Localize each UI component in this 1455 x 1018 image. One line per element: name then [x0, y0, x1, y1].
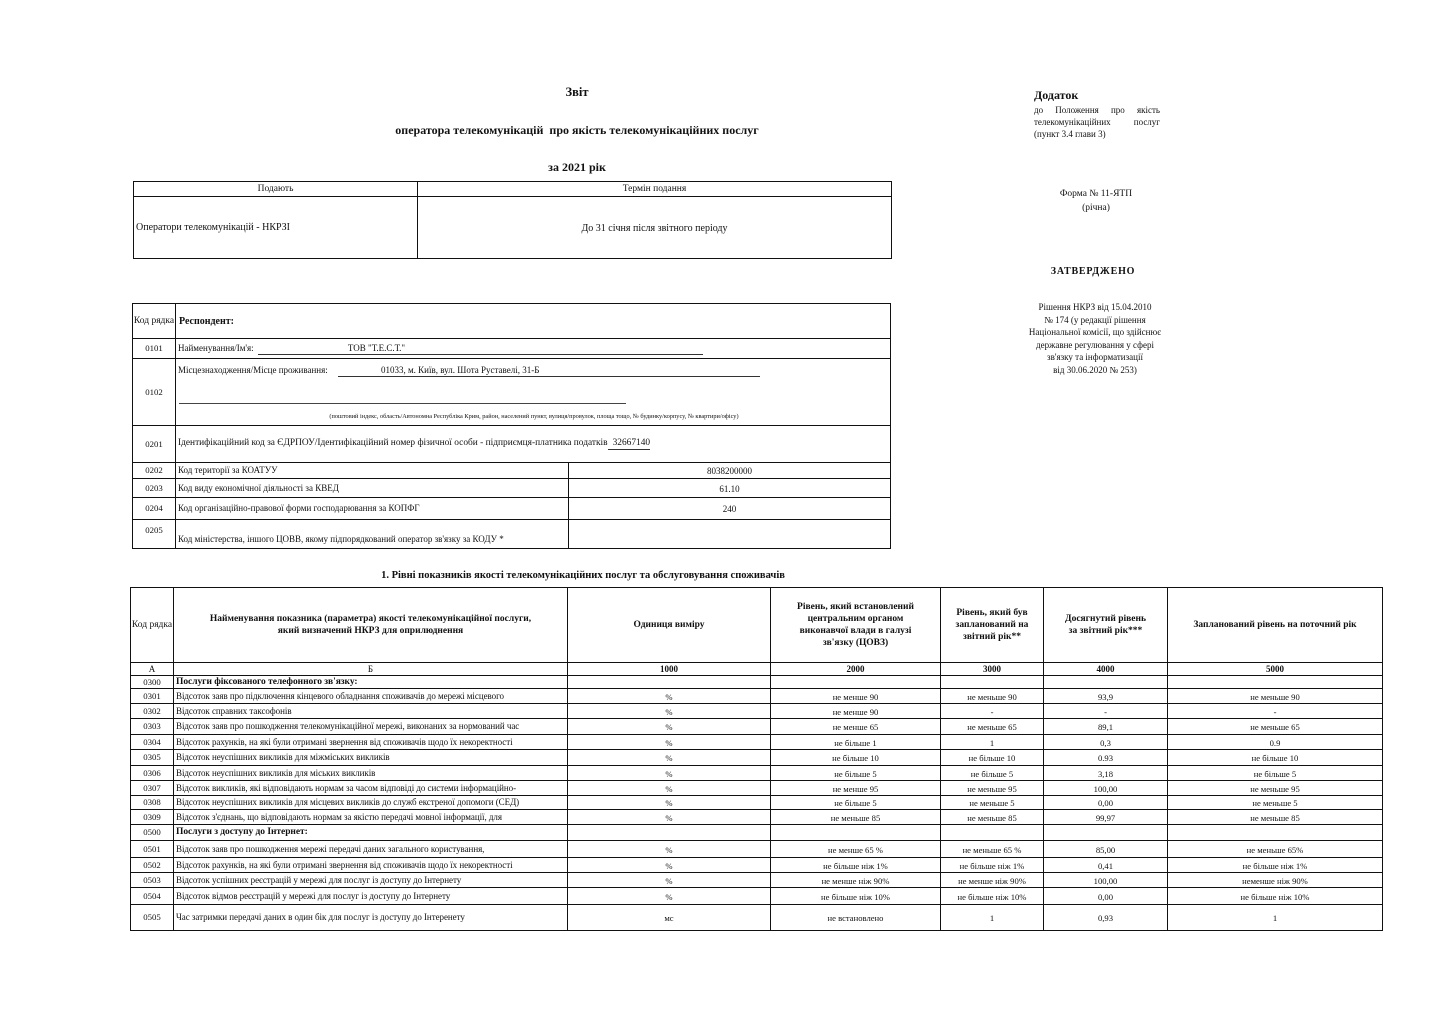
established-level: не більше 5	[771, 796, 941, 810]
row-code: 0309	[131, 810, 174, 825]
planned-current-level: не меньше 65	[1168, 719, 1383, 735]
achieved-level	[1044, 676, 1168, 689]
unit-of-measure	[568, 825, 771, 841]
table-row	[131, 766, 1383, 781]
approval-line: № 174 (у редакції рішення	[1044, 314, 1146, 325]
row-code: 0305	[131, 750, 174, 766]
section-name: Послуги з доступу до Інтернет:	[174, 825, 568, 841]
unit-of-measure: %	[568, 750, 771, 766]
row-code: 0306	[131, 766, 174, 781]
table-row	[131, 858, 1383, 873]
indicator-name: Відсоток заяв про пошкодження мережі передачі даних загального користування,	[174, 841, 568, 858]
row-code: 0307	[131, 781, 174, 796]
quality-indicators-table	[130, 587, 1383, 931]
unit-of-measure: %	[568, 810, 771, 825]
achieved-level: 89,1	[1044, 719, 1168, 735]
header-row	[131, 588, 1383, 663]
unit-of-measure: %	[568, 766, 771, 781]
column-code: 3000	[941, 663, 1044, 676]
column-header-achieved-level: Досягнутий рівень за звітний рік***	[1044, 588, 1168, 663]
table-row	[131, 689, 1383, 704]
planned-current-level: -	[1168, 704, 1383, 719]
indicator-name: Відсоток відмов реєстрацій у мережі для послуг із доступу до Інтернету	[174, 888, 568, 905]
achieved-level: 0,41	[1044, 858, 1168, 873]
achieved-level: 3,18	[1044, 766, 1168, 781]
appendix-title: Додаток	[1034, 88, 1079, 102]
planned-level: не менше ніж 90%	[941, 873, 1044, 888]
established-level: не встановлено	[771, 905, 941, 931]
report-subtitle: оператора телекомунікацій про якість телекомунікаційних послуг	[395, 123, 759, 137]
indicator-name: Відсоток заяв про підключення кінцевого обладнання споживачів до мережі місцевого	[174, 689, 568, 704]
unit-of-measure: %	[568, 689, 771, 704]
achieved-level: 0,3	[1044, 735, 1168, 750]
achieved-level	[1044, 825, 1168, 841]
planned-current-level: не меньше 90	[1168, 689, 1383, 704]
planned-level: не меньше 90	[941, 689, 1044, 704]
planned-current-level: не меньше 5	[1168, 796, 1383, 810]
column-codes-row	[131, 663, 1383, 676]
address-blank-line	[179, 383, 626, 404]
indicator-name: Час затримки передачі даних в один бік для послуг із доступу до Інтеренету	[174, 905, 568, 931]
respondent-table	[132, 303, 891, 549]
indicator-name: Відсоток з'єднань, що відповідають нормам за якістю передачі мовної інформації, для	[174, 810, 568, 825]
row-code: 0205	[133, 520, 176, 549]
form-name: Форма № 11-ЯТП	[1059, 189, 1133, 199]
approved-title: ЗАТВЕРДЖЕНО	[1050, 266, 1136, 277]
respondent-address-cell	[176, 359, 891, 426]
established-level: не менше ніж 90%	[771, 873, 941, 888]
column-header-code: Код рядка	[131, 588, 174, 663]
table-row	[131, 841, 1383, 858]
kved-label: Код виду економічної діяльності за КВЕД	[176, 479, 569, 498]
row-code: 0204	[133, 498, 176, 520]
planned-current-level: 1	[1168, 905, 1383, 931]
column-header-planned-level: Рівень, який був запланований на звітний рік**	[941, 588, 1044, 663]
established-level: не менше 90	[771, 704, 941, 719]
respondent-id-cell	[176, 426, 891, 463]
column-code: 5000	[1168, 663, 1383, 676]
row-code: 0101	[133, 339, 176, 359]
established-level	[771, 676, 941, 689]
approval-line: від 30.06.2020 № 253)	[1053, 364, 1137, 375]
row-code: 0304	[131, 735, 174, 750]
indicator-name: Відсоток рахунків, на які були отримані звернення від споживачів щодо їх некоректності	[174, 858, 568, 873]
established-level	[771, 825, 941, 841]
approval-line: Рішення НКРЗ від 15.04.2010	[1038, 302, 1152, 312]
unit-of-measure	[568, 676, 771, 689]
indicator-name: Відсоток справних таксофонів	[174, 704, 568, 719]
approval-line: Національної комісії, що здійснює	[1028, 327, 1162, 338]
unit-of-measure: %	[568, 888, 771, 905]
unit-of-measure: %	[568, 841, 771, 858]
achieved-level: 100,00	[1044, 781, 1168, 796]
row-code: 0302	[131, 704, 174, 719]
report-period: за 2021 рік	[548, 160, 606, 174]
indicator-name: Відсоток викликів, які відповідають нормам за часом відповіді до системи інформаційно-	[174, 781, 568, 796]
achieved-level: 100,00	[1044, 873, 1168, 888]
section-row	[131, 676, 1383, 689]
row-code: 0500	[131, 825, 174, 841]
row-code: 0102	[133, 359, 176, 426]
koatuu-label: Код території за КОАТУУ	[176, 463, 569, 479]
planned-current-level	[1168, 825, 1383, 841]
address-value: 01033, м. Київ, вул. Шота Руставелі, 31-Б	[338, 365, 760, 377]
unit-of-measure: %	[568, 719, 771, 735]
planned-current-level: не більше ніж 10%	[1168, 888, 1383, 905]
table-row	[131, 810, 1383, 825]
deadline-value: До 31 січня після звітного періоду	[418, 197, 892, 259]
unit-of-measure: %	[568, 796, 771, 810]
quality-table-body	[131, 676, 1383, 931]
kopfg-label: Код організаційно-правової форми господарювання за КОПФГ	[176, 498, 569, 520]
respondent-title: Респондент:	[176, 304, 891, 339]
established-level: не більше 10	[771, 750, 941, 766]
row-code: 0503	[131, 873, 174, 888]
column-header-indicator: Найменування показника (параметра) якості телекомунікаційної послуги, який визначений НКРЗ для оприлюднення	[174, 588, 568, 663]
row-code: 0502	[131, 858, 174, 873]
row-code: 0203	[133, 479, 176, 498]
planned-level: не більше ніж 1%	[941, 858, 1044, 873]
column-code: А	[131, 663, 174, 676]
column-header-unit: Одиниця виміру	[568, 588, 771, 663]
column-code: 2000	[771, 663, 941, 676]
form-id-block	[1030, 187, 1162, 215]
planned-current-level: не більше 5	[1168, 766, 1383, 781]
planned-current-level: не меньше 65%	[1168, 841, 1383, 858]
indicator-name: Відсоток неуспішних викликів для міських викликів	[174, 766, 568, 781]
planned-level	[941, 676, 1044, 689]
name-label: Найменування/Ім'я:	[178, 342, 254, 353]
table-row	[131, 796, 1383, 810]
address-hint: (поштовий індекс, область/Автономна Республіка Крим, район, населений пункт, вулиця/провулок, площа тощо, № будинку/корпусу, № квартири/офісу)	[329, 413, 739, 420]
kved-value: 61.10	[569, 479, 891, 498]
table-row	[131, 888, 1383, 905]
submitters-value: Оператори телекомунікацій - НКРЗІ	[134, 197, 418, 259]
achieved-level: -	[1044, 704, 1168, 719]
kodu-label: Код міністерства, іншого ЦОВВ, якому підпорядкований оператор зв'язку за КОДУ *	[176, 520, 569, 549]
established-level: не менше 65	[771, 719, 941, 735]
table-row	[131, 704, 1383, 719]
row-code: 0201	[133, 426, 176, 463]
kodu-value	[569, 520, 891, 549]
planned-level: 1	[941, 905, 1044, 931]
established-level: не менше 95	[771, 781, 941, 796]
appendix-line: (пункт 3.4 глави 3)	[1034, 129, 1106, 139]
planned-level: -	[941, 704, 1044, 719]
indicator-name: Відсоток заяв про пошкодження телекомунікаційної мережі, виконаних за нормований час	[174, 719, 568, 735]
column-code: Б	[174, 663, 568, 676]
planned-level: не меньше 85	[941, 810, 1044, 825]
achieved-level: 85,00	[1044, 841, 1168, 858]
established-level: не менше 65 %	[771, 841, 941, 858]
planned-current-level: не більше ніж 1%	[1168, 858, 1383, 873]
planned-current-level: не меньше 85	[1168, 810, 1383, 825]
achieved-level: 0,93	[1044, 905, 1168, 931]
row-code: 0505	[131, 905, 174, 931]
unit-of-measure: мс	[568, 905, 771, 931]
unit-of-measure: %	[568, 735, 771, 750]
column-header-planned-current: Запланований рівень на поточний рік	[1168, 588, 1383, 663]
unit-of-measure: %	[568, 781, 771, 796]
planned-level: 1	[941, 735, 1044, 750]
form-period: (річна)	[1082, 203, 1110, 213]
appendix-line: до Положення про якість	[1034, 105, 1160, 115]
achieved-level: 0,00	[1044, 888, 1168, 905]
indicator-name: Відсоток неуспішних викликів для міжміських викликів	[174, 750, 568, 766]
row-code: 0300	[131, 676, 174, 689]
established-level: не більше 1	[771, 735, 941, 750]
achieved-level: 99,97	[1044, 810, 1168, 825]
planned-level: не меньше 65 %	[941, 841, 1044, 858]
address-line	[178, 359, 890, 383]
submitters-header: Подають	[134, 182, 418, 197]
planned-current-level	[1168, 676, 1383, 689]
column-header-established-level: Рівень, який встановлений центральним органом виконавчої влади в галузі зв'язку (ЦОВЗ)	[771, 588, 941, 663]
indicator-name: Відсоток неуспішних викликів для місцевих викликів до служб екстреної допомоги (СЕД)	[174, 796, 568, 810]
planned-level: не меньше 65	[941, 719, 1044, 735]
table-row	[131, 905, 1383, 931]
unit-of-measure: %	[568, 704, 771, 719]
id-value: 32667140	[608, 438, 651, 450]
planned-level	[941, 825, 1044, 841]
planned-current-level: неменше ніж 90%	[1168, 873, 1383, 888]
column-code: 4000	[1044, 663, 1168, 676]
kopfg-value: 240	[569, 498, 891, 520]
table-row	[131, 781, 1383, 796]
section-row	[131, 825, 1383, 841]
established-level: не більше ніж 10%	[771, 888, 941, 905]
established-level: не меньше 85	[771, 810, 941, 825]
indicator-name: Відсоток успішних реєстрацій у мережі для послуг із доступу до Інтернету	[174, 873, 568, 888]
approval-line: зв'язку та інформатизації	[1047, 352, 1143, 363]
section-title: 1. Рівні показників якості телекомунікаційних послуг та обслуговування споживачів	[381, 570, 785, 581]
planned-level: не більше 5	[941, 766, 1044, 781]
planned-current-level: не меньше 95	[1168, 781, 1383, 796]
table-row	[131, 719, 1383, 735]
deadline-header: Термін подання	[418, 182, 892, 197]
table-row	[131, 735, 1383, 750]
code-header: Код рядка	[133, 304, 176, 339]
planned-level: не більше 10	[941, 750, 1044, 766]
planned-current-level: 0.9	[1168, 735, 1383, 750]
respondent-name-cell	[176, 339, 891, 359]
row-code: 0504	[131, 888, 174, 905]
table-row	[131, 750, 1383, 766]
row-code: 0303	[131, 719, 174, 735]
achieved-level: 93,9	[1044, 689, 1168, 704]
achieved-level: 0,00	[1044, 796, 1168, 810]
planned-level: не меньше 95	[941, 781, 1044, 796]
established-level: не більше 5	[771, 766, 941, 781]
address-label: Місцезнаходження/Місце проживання:	[178, 365, 328, 375]
unit-of-measure: %	[568, 873, 771, 888]
approval-line: державне регулювання у сфері	[1036, 339, 1154, 350]
established-level: не менше 90	[771, 689, 941, 704]
submission-table	[133, 181, 892, 259]
established-level: не більше ніж 1%	[771, 858, 941, 873]
planned-current-level: не більше 10	[1168, 750, 1383, 766]
appendix-line: телекомунікаційних послуг	[1034, 117, 1160, 127]
report-title: Звіт	[565, 85, 589, 99]
id-label: Ідентифікаційний код за ЄДРПОУ/Ідентифікаційний номер фізичної особи - підприємця-платника податків	[178, 438, 608, 448]
unit-of-measure: %	[568, 858, 771, 873]
row-code: 0301	[131, 689, 174, 704]
indicator-name: Відсоток рахунків, на які були отримані звернення від споживачів щодо їх некоректності	[174, 735, 568, 750]
row-code: 0202	[133, 463, 176, 479]
row-code: 0308	[131, 796, 174, 810]
appendix-reference	[1034, 104, 1160, 140]
planned-level: не більше ніж 10%	[941, 888, 1044, 905]
column-code: 1000	[568, 663, 771, 676]
table-row	[131, 873, 1383, 888]
achieved-level: 0.93	[1044, 750, 1168, 766]
section-name: Послуги фіксованого телефонного зв'язку:	[174, 676, 568, 689]
approval-decision	[1005, 301, 1185, 377]
row-code: 0501	[131, 841, 174, 858]
name-value: ТОВ "Т.Е.С.Т."	[258, 343, 703, 355]
planned-level: не меньше 5	[941, 796, 1044, 810]
koatuu-value: 8038200000	[569, 463, 891, 479]
